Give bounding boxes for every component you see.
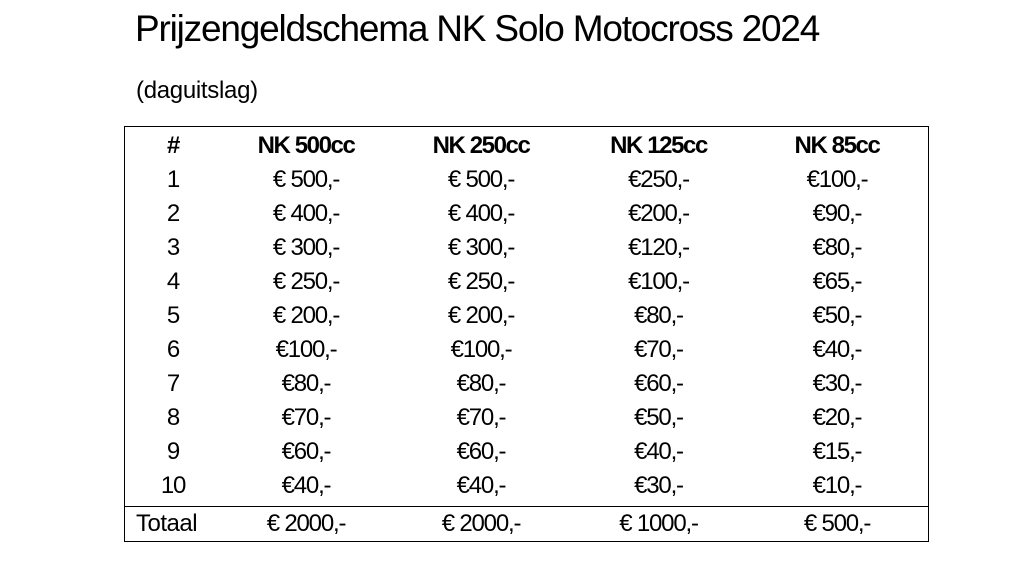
page-title: Prijzengeldschema NK Solo Motocross 2024 [135, 8, 820, 49]
header-nk-250cc: NK 250cc [432, 132, 530, 159]
prize-cell: €80,- [812, 234, 862, 261]
prize-cell: € 500,- [447, 166, 515, 193]
total-cell: € 1000,- [619, 510, 698, 537]
rank-cell: 10 [160, 472, 186, 499]
prize-cell: € 400,- [447, 200, 515, 227]
prize-cell: €80,- [281, 370, 331, 397]
table-row [125, 435, 928, 469]
table-row [125, 265, 928, 299]
header-nk-500cc: NK 500cc [257, 132, 355, 159]
table-total-row [125, 506, 928, 541]
header-nk-125cc: NK 125cc [610, 132, 707, 159]
prize-cell: €80,- [456, 370, 506, 397]
page-subtitle: (daguitslag) [136, 77, 258, 104]
prize-cell: €250,- [628, 166, 689, 193]
prize-cell: €70,- [281, 404, 331, 431]
table-row [125, 163, 928, 197]
rank-cell: 6 [166, 336, 180, 363]
table-row [125, 367, 928, 401]
prize-cell: €20,- [812, 404, 862, 431]
prize-cell: €100,- [806, 166, 868, 193]
header-rank: # [167, 132, 179, 159]
table-row [125, 469, 928, 503]
rank-cell: 8 [166, 404, 180, 431]
header-nk-85cc: NK 85cc [794, 132, 880, 159]
prize-cell: € 250,- [272, 268, 340, 295]
prize-cell: €40,- [812, 336, 862, 363]
prize-cell: € 200,- [447, 302, 515, 329]
prize-cell: €100,- [628, 268, 689, 295]
prize-cell: € 500,- [272, 166, 340, 193]
prize-cell: €40,- [456, 472, 506, 499]
prize-cell: € 400,- [272, 200, 340, 227]
rank-cell: 3 [166, 234, 180, 261]
prize-cell: €30,- [634, 472, 683, 499]
table-header-row [125, 129, 928, 163]
prize-cell: € 250,- [447, 268, 515, 295]
table-row [125, 299, 928, 333]
prize-cell: €70,- [456, 404, 506, 431]
prize-cell: €200,- [628, 200, 689, 227]
table-row [125, 231, 928, 265]
rank-cell: 1 [166, 166, 180, 193]
table-row [125, 333, 928, 367]
prize-cell: €30,- [812, 370, 862, 397]
prize-cell: €50,- [812, 302, 862, 329]
prize-cell: €60,- [281, 438, 331, 465]
rank-cell: 2 [166, 200, 180, 227]
rank-cell: 7 [166, 370, 180, 397]
prize-cell: €40,- [634, 438, 683, 465]
table-row [125, 197, 928, 231]
total-cell: € 500,- [803, 510, 871, 537]
prize-cell: €60,- [634, 370, 683, 397]
prize-cell: €120,- [628, 234, 689, 261]
rank-cell: 9 [166, 438, 180, 465]
prize-money-table [124, 126, 929, 542]
prize-cell: €50,- [634, 404, 683, 431]
prize-cell: €10,- [812, 472, 862, 499]
prize-cell: €65,- [812, 268, 862, 295]
prize-cell: €40,- [281, 472, 331, 499]
rank-cell: 4 [166, 268, 180, 295]
prize-cell: €15,- [812, 438, 862, 465]
rank-cell: 5 [166, 302, 180, 329]
prize-cell: € 200,- [272, 302, 340, 329]
prize-cell: €60,- [456, 438, 506, 465]
prize-cell: € 300,- [447, 234, 515, 261]
total-cell: € 2000,- [266, 510, 346, 537]
prize-cell: €70,- [634, 336, 683, 363]
total-cell: € 2000,- [441, 510, 521, 537]
total-label: Totaal [136, 510, 198, 537]
prize-cell: €90,- [812, 200, 862, 227]
prize-cell: €100,- [450, 336, 512, 363]
prize-cell: € 300,- [272, 234, 340, 261]
prize-cell: €80,- [634, 302, 683, 329]
table-row [125, 401, 928, 435]
prize-cell: €100,- [275, 336, 337, 363]
